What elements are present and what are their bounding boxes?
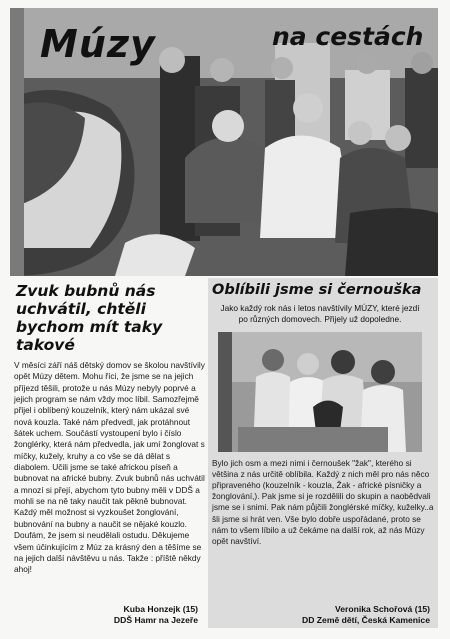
hero-photo <box>10 8 438 276</box>
right-article-body: Bylo jich osm a mezi nimi i černoušek "žak", kterého si většina z nás určitě oblíbila. Každý z nich měl pro nás něco připraveného (kouzelník - kouzla, Žak - africké písničky a žonglování,). Pak jsme si je rozdělili do skupin a naobědvali jsme se i snimi. Pak nám půjčili žonglérské míčky, kuželky..a šli jsme si hrát ven. Vše bylo dobře uspořádané, proto se nám to všem líbilo a už čekáme na další rok, až nás Múzy opět navštíví. <box>212 457 434 547</box>
right-article-signature <box>302 604 430 626</box>
right-article <box>208 278 438 628</box>
left-author-name: Kuba Honzejk (15) <box>123 604 198 614</box>
children-photo-graphic <box>218 332 422 452</box>
left-author-place: DDŠ Hamr na Jezeře <box>113 615 198 625</box>
right-author-name: Veronika Schořová (15) <box>334 604 430 614</box>
headline-muzy: Múzy <box>40 22 156 66</box>
right-article-headline: Oblíbili jsme si černouška <box>212 282 422 298</box>
right-author-place: DD Země dětí, Česká Kamenice <box>301 615 430 625</box>
left-article-signature <box>114 604 198 626</box>
left-article <box>10 278 208 628</box>
headline-na-cestach: na cestách <box>272 22 424 51</box>
left-article-headline: Zvuk bubnů nás uchvátil, chtěli bychom mít taky takové <box>16 282 163 354</box>
right-article-intro: Jako každý rok nás i letos navštívily MÚZY, které jezdí po různých domovech. Přijely už dopoledne. <box>220 303 420 325</box>
children-with-dog-photo <box>218 332 422 452</box>
left-article-body: V měsíci září náš dětský domov se školou navštívily opět Múzy dětem. Mohu říci, že jsme se na jejich příjezd těšili, protože u nás Múzy nebyly poprvé a jejich program se nám vždy moc líbil. Samozřejmě přijel i oblíbený kouzelník, který nám ukázal své nová kouzla. Také nám předvedl, jak protáhnout šátek uchem. Součástí vystoupení bylo i číslo žonglérky, která nám předvedla, jak umí žonglovat s míčky, kužely, kruhy a co vše se dá dělat s diabolem. Učili jsme se také africkou píseň a bubnovat na africké bubny. Zvuk bubnů nás uchvátil a mnozí si přejí, abychom tyto bubny měli v DDŠ a mohli se na ně taky naučit tak pěkně bubnovat. Každý měl možnost si vyzkoušet žonglování, bubnování na bubny a naučit se nějaké kouzlo. Doufám, že jsem si neudělali ostudu. Děkujeme všem účinkujícím z Múz za krásný den a těšíme se na jejich další návštěvu u nás. Takže : příště někdy ahoj! <box>14 360 205 575</box>
